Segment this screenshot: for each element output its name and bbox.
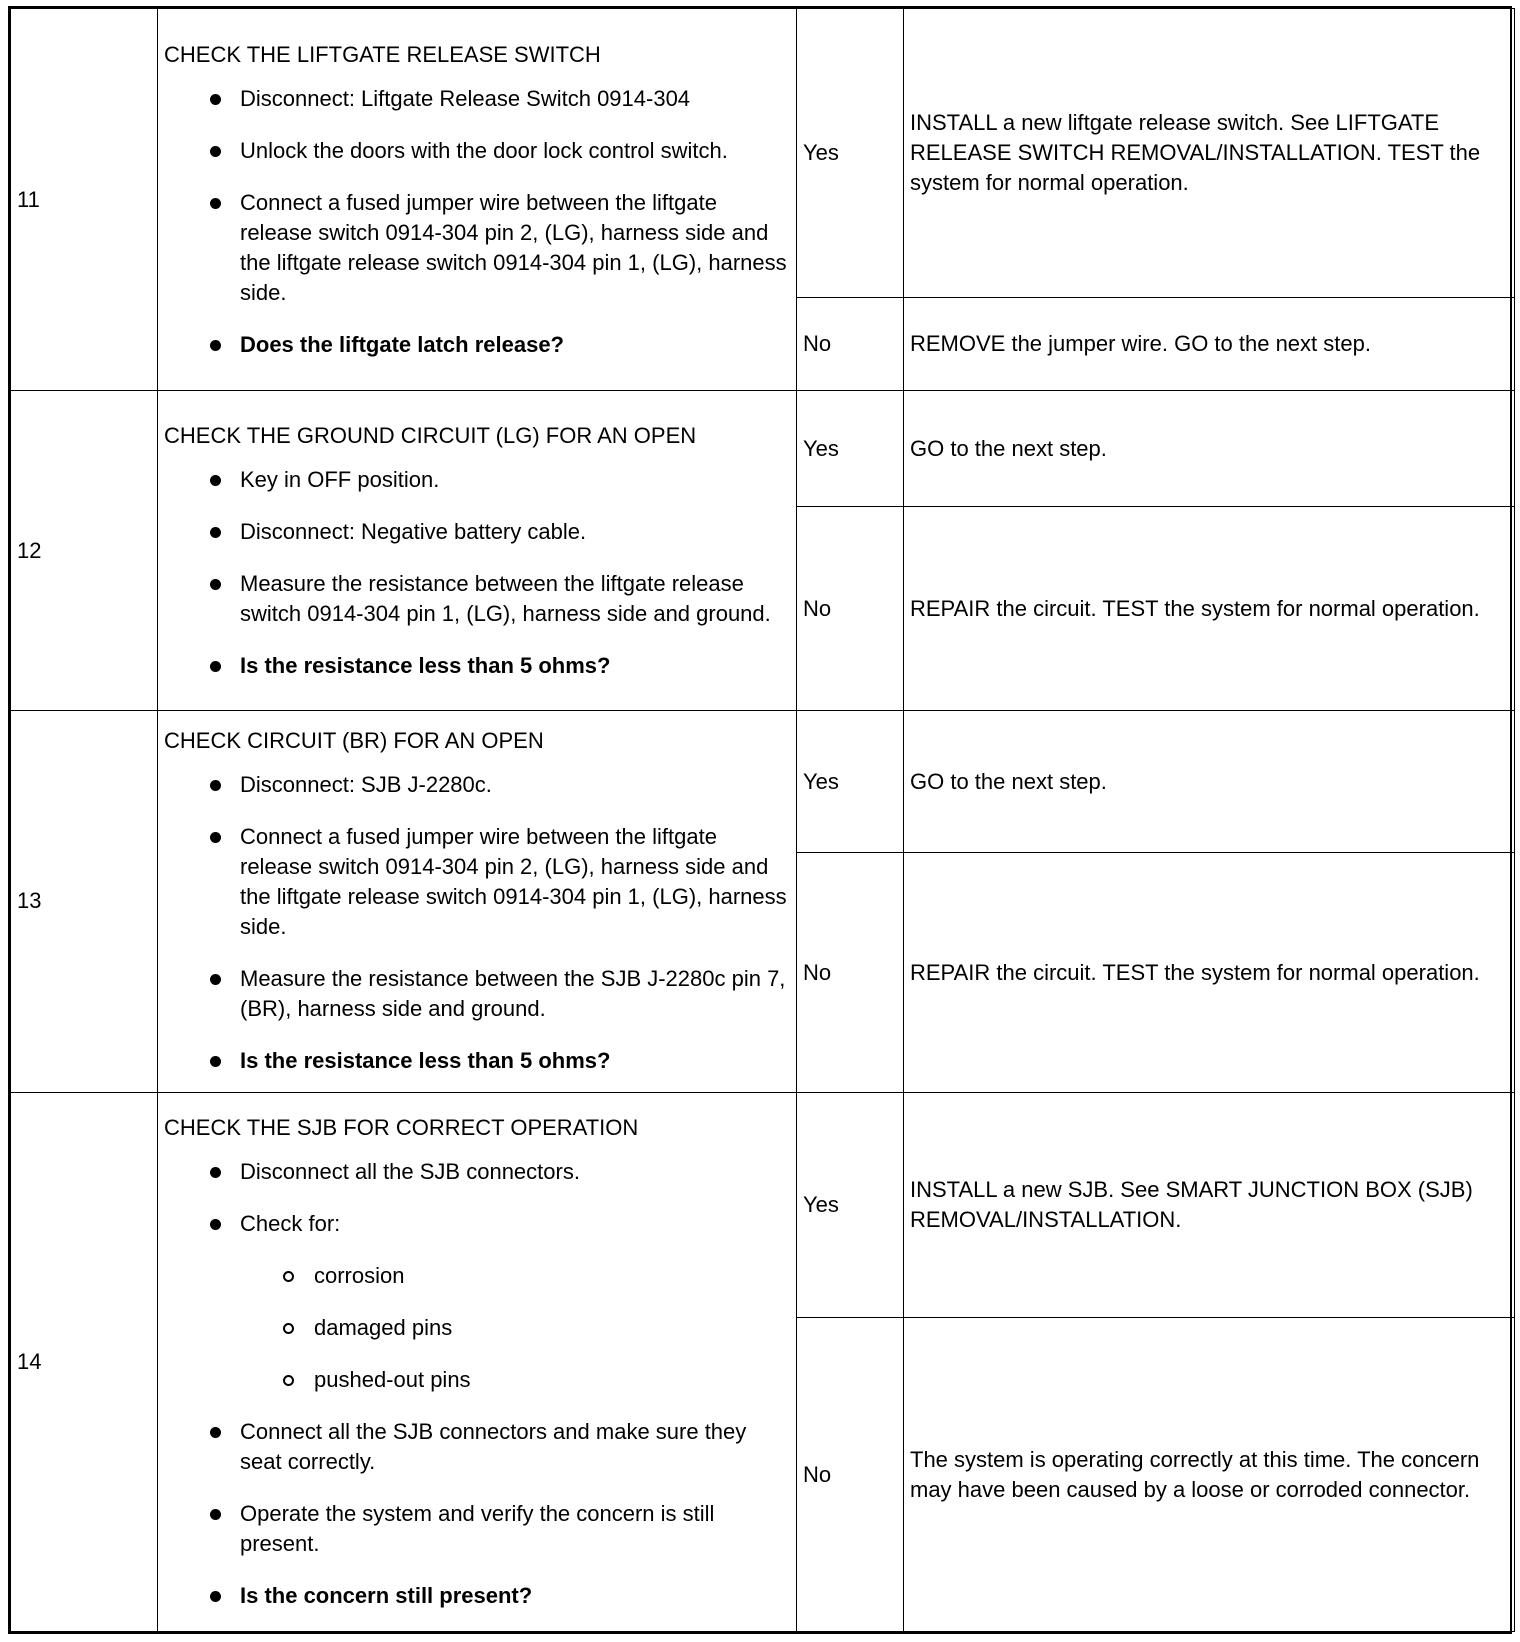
- action-yes: GO to the next step.: [904, 711, 1515, 853]
- test-title: CHECK THE GROUND CIRCUIT (LG) FOR AN OPEN: [164, 422, 697, 448]
- action-no: REMOVE the jumper wire. GO to the next step.: [904, 298, 1515, 391]
- test-cell: [158, 1092, 797, 1631]
- answer-no: No: [797, 1318, 904, 1632]
- instruction-item-check-for: [164, 1209, 790, 1395]
- answer-no: No: [797, 298, 904, 391]
- test-cell: [158, 711, 797, 1092]
- action-no: The system is operating correctly at this time. The concern may have been caused by a loose or corroded connector.: [904, 1318, 1515, 1632]
- answer-yes: Yes: [797, 1092, 904, 1318]
- check-item: corrosion: [240, 1261, 790, 1291]
- step-row: [11, 9, 1515, 298]
- test-title: CHECK THE LIFTGATE RELEASE SWITCH: [164, 41, 601, 67]
- answer-no: No: [797, 853, 904, 1092]
- action-yes: INSTALL a new SJB. See SMART JUNCTION BOX (SJB) REMOVAL/INSTALLATION.: [904, 1092, 1515, 1318]
- action-no: REPAIR the circuit. TEST the system for normal operation.: [904, 853, 1515, 1092]
- instruction-list: [164, 1157, 790, 1611]
- test-question: Does the liftgate latch release?: [164, 330, 790, 360]
- step-row: [11, 391, 1515, 507]
- instruction-item: Unlock the doors with the door lock control switch.: [164, 136, 790, 166]
- instruction-item: Disconnect: SJB J-2280c.: [164, 770, 790, 800]
- instruction-list: [164, 84, 790, 360]
- instruction-item: Connect all the SJB connectors and make sure they seat correctly.: [164, 1417, 790, 1477]
- check-for-label: Check for:: [240, 1210, 341, 1236]
- instruction-item: Disconnect: Negative battery cable.: [164, 517, 790, 547]
- instruction-item: Measure the resistance between the SJB J-2280c pin 7, (BR), harness side and ground.: [164, 964, 790, 1024]
- action-yes: INSTALL a new liftgate release switch. See LIFTGATE RELEASE SWITCH REMOVAL/INSTALLATION. TEST the system for normal operation.: [904, 9, 1515, 298]
- step-number: 12: [11, 391, 158, 711]
- answer-yes: Yes: [797, 9, 904, 298]
- instruction-item: Key in OFF position.: [164, 465, 790, 495]
- test-title: CHECK CIRCUIT (BR) FOR AN OPEN: [164, 728, 544, 754]
- step-number: 11: [11, 9, 158, 391]
- step-row: [11, 1092, 1515, 1318]
- check-list: [240, 1261, 790, 1395]
- step-number: 13: [11, 711, 158, 1092]
- test-cell: [158, 391, 797, 711]
- check-item: pushed-out pins: [240, 1365, 790, 1395]
- instruction-list: [164, 465, 790, 681]
- action-no: REPAIR the circuit. TEST the system for normal operation.: [904, 507, 1515, 711]
- check-item: damaged pins: [240, 1313, 790, 1343]
- instruction-list: [164, 770, 790, 1076]
- test-cell: [158, 9, 797, 391]
- instruction-item: Disconnect all the SJB connectors.: [164, 1157, 790, 1187]
- action-yes: GO to the next step.: [904, 391, 1515, 507]
- instruction-item: Operate the system and verify the concern is still present.: [164, 1499, 790, 1559]
- instruction-item: Connect a fused jumper wire between the liftgate release switch 0914-304 pin 2, (LG), harness side and the liftgate release switch 0914-304 pin 1, (LG), harness side.: [164, 188, 790, 308]
- answer-yes: Yes: [797, 391, 904, 507]
- answer-no: No: [797, 507, 904, 711]
- diagnostic-table-sheet: [8, 6, 1512, 1634]
- test-title: CHECK THE SJB FOR CORRECT OPERATION: [164, 1114, 639, 1140]
- test-question: Is the resistance less than 5 ohms?: [164, 1046, 790, 1076]
- pinpoint-test-table: [10, 8, 1515, 1632]
- step-number: 14: [11, 1092, 158, 1631]
- answer-yes: Yes: [797, 711, 904, 853]
- instruction-item: Measure the resistance between the liftgate release switch 0914-304 pin 1, (LG), harness side and ground.: [164, 569, 790, 629]
- instruction-item: Connect a fused jumper wire between the liftgate release switch 0914-304 pin 2, (LG), harness side and the liftgate release switch 0914-304 pin 1, (LG), harness side.: [164, 822, 790, 942]
- step-row: [11, 711, 1515, 853]
- test-question: Is the resistance less than 5 ohms?: [164, 651, 790, 681]
- instruction-item: Disconnect: Liftgate Release Switch 0914-304: [164, 84, 790, 114]
- test-question: Is the concern still present?: [164, 1581, 790, 1611]
